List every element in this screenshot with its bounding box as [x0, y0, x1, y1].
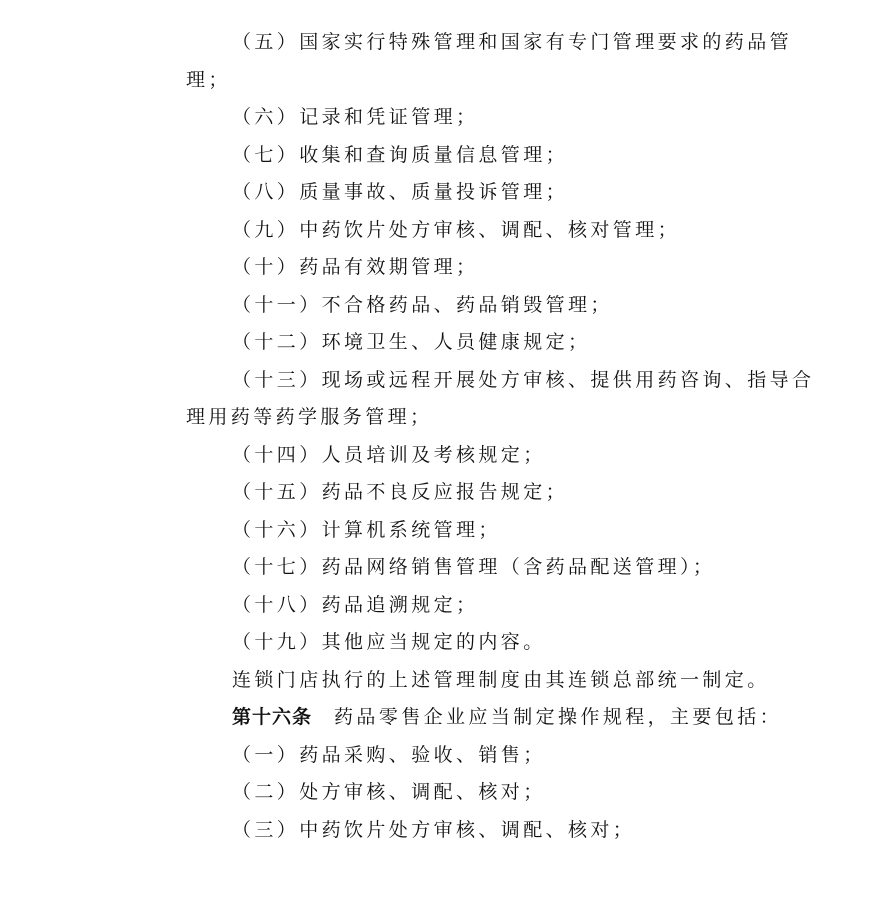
list-item: （二）处方审核、调配、核对； — [232, 781, 546, 803]
paragraph-line: 理； — [186, 68, 231, 91]
paragraph-line: （十二）环境卫生、人员健康规定； — [232, 331, 591, 353]
paragraph-line: （八）质量事故、质量投诉管理； — [232, 181, 569, 203]
paragraph-line: （十三）现场或远程开展处方审核、提供用药咨询、指导合 — [232, 368, 815, 391]
article-line — [186, 699, 783, 737]
paragraph-line: （十七）药品网络销售管理（含药品配送管理）； — [232, 556, 716, 578]
paragraph-line: （十）药品有效期管理； — [232, 256, 479, 278]
paragraph-line: 连锁门店执行的上述管理制度由其连锁总部统一制定。 — [232, 668, 770, 691]
document-body — [186, 24, 815, 849]
paragraph-line: （九）中药饮片处方审核、调配、核对管理； — [232, 218, 681, 241]
list-item: （一）药品采购、验收、销售； — [232, 743, 546, 766]
article-label: 第十六条 — [232, 706, 313, 728]
paragraph-line: （十四）人员培训及考核规定； — [232, 443, 546, 466]
paragraph-line: （十八）药品追溯规定； — [232, 593, 479, 616]
paragraph-line: （五）国家实行特殊管理和国家有专门管理要求的药品管 — [232, 31, 793, 53]
paragraph-line: （十六）计算机系统管理； — [232, 518, 501, 541]
list-item: （三）中药饮片处方审核、调配、核对； — [232, 818, 636, 841]
paragraph-line: 理用药等药学服务管理； — [186, 406, 433, 428]
paragraph-line: （十一）不合格药品、药品销毁管理； — [232, 293, 613, 316]
paragraph-line: （十五）药品不良反应报告规定； — [232, 481, 569, 503]
article-text: 药品零售企业应当制定操作规程，主要包括： — [334, 706, 783, 728]
paragraph-line: （十九）其他应当规定的内容。 — [232, 631, 546, 653]
paragraph-line: （六）记录和凭证管理； — [232, 106, 479, 128]
paragraph-line: （七）收集和查询质量信息管理； — [232, 143, 569, 166]
